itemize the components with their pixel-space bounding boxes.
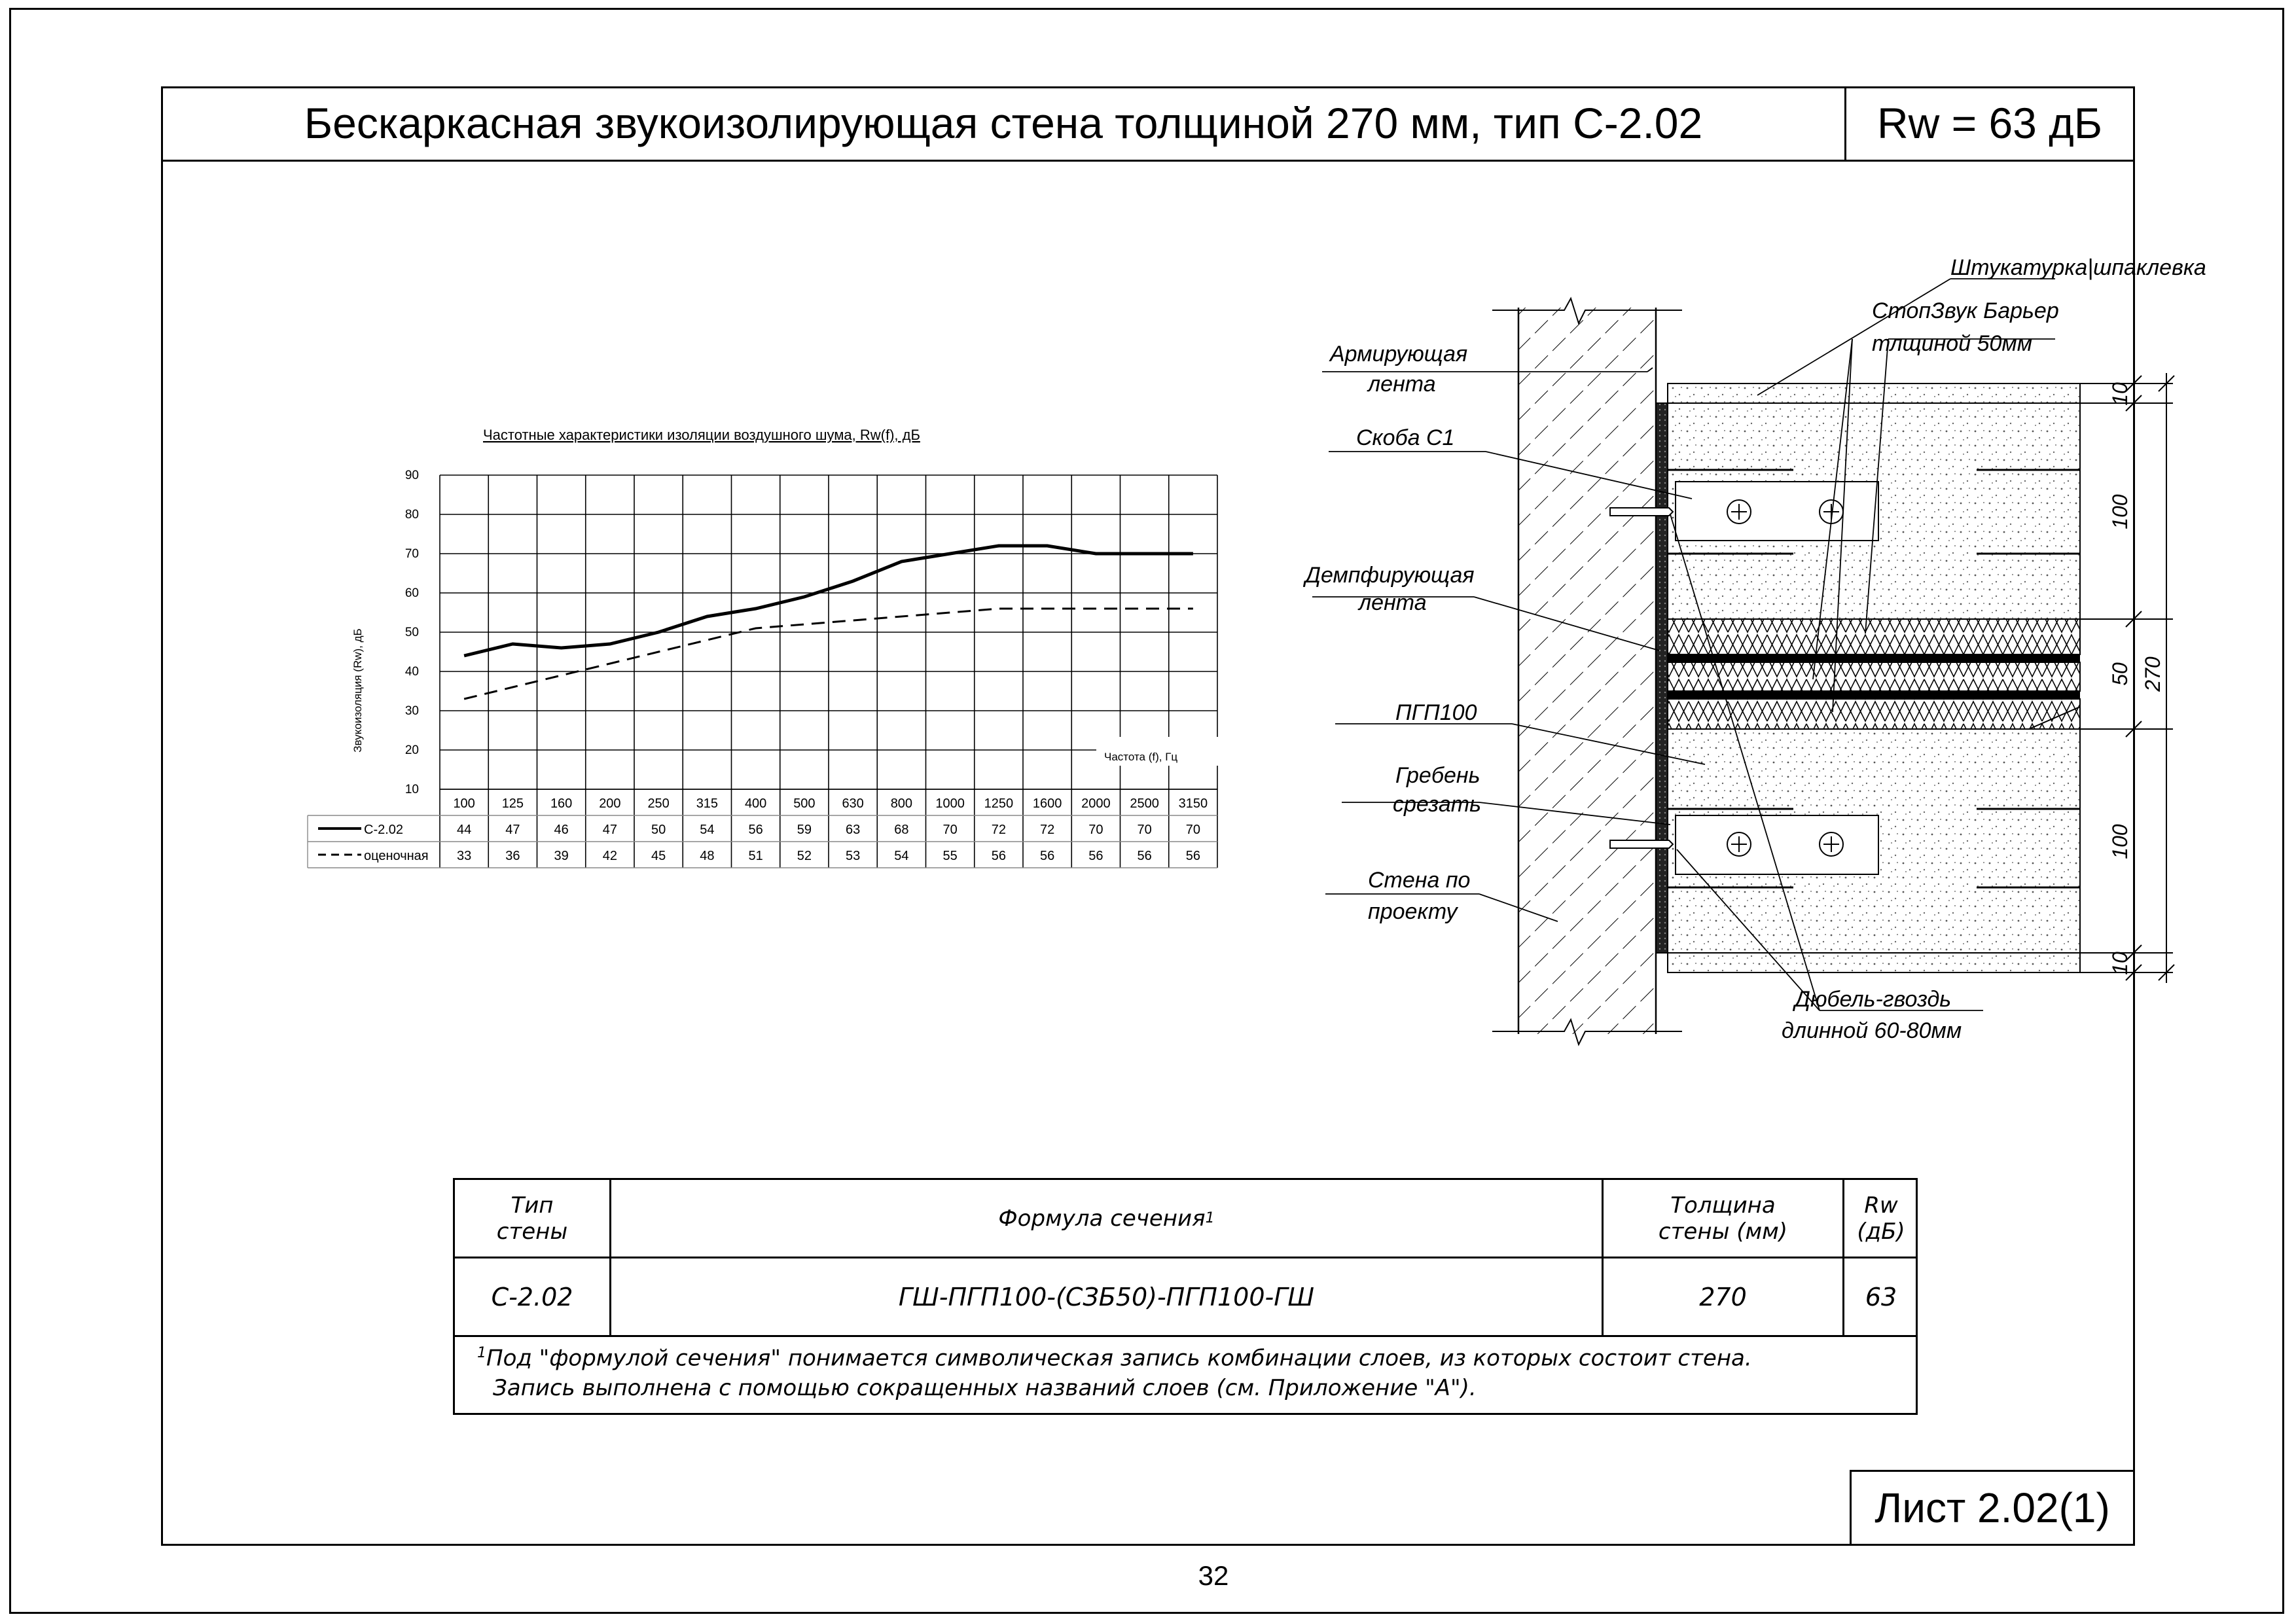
label-barrier-1: СтопЗвук Барьер <box>1872 298 2059 323</box>
data-label: 54 <box>894 849 909 863</box>
plaster-bottom <box>1668 953 2080 972</box>
data-label: 72 <box>1040 823 1055 837</box>
label-reinf-1: Армирующая <box>1330 342 1468 366</box>
footnote-line-2: Запись выполнена с помощью сокращенных названий слоев (см. Приложение "А"). <box>493 1375 1477 1401</box>
label-comb-2: срезать <box>1393 792 1481 817</box>
header-formula: Формула сечения 1 <box>998 1205 1215 1232</box>
label-dowel-2: длинной 60-80мм <box>1782 1018 1962 1043</box>
x-tick-label: 100 <box>453 796 475 811</box>
data-label: 55 <box>942 849 958 863</box>
x-tick-label: 250 <box>647 796 670 811</box>
x-tick-label: 500 <box>793 796 816 811</box>
label-wall-2: проекту <box>1368 899 1458 924</box>
legend-label: оценочная <box>364 849 429 863</box>
plaster-top <box>1668 383 2080 403</box>
y-axis-label: Звукоизоляция (Rw), дБ <box>351 628 364 753</box>
y-tick-label: 30 <box>404 704 419 718</box>
dim-upper: 100 <box>2108 494 2132 529</box>
x-tick-label: 200 <box>599 796 621 811</box>
dim-mid: 50 <box>2108 662 2132 686</box>
y-tick-label: 60 <box>404 586 419 600</box>
data-label: 56 <box>1137 849 1152 863</box>
data-label: 70 <box>1185 823 1200 837</box>
label-wall-1: Стена по <box>1368 868 1471 893</box>
row-thickness: 270 <box>1699 1282 1747 1311</box>
data-label: 63 <box>846 823 861 837</box>
header-divider <box>161 160 2135 162</box>
y-tick-label: 10 <box>404 783 419 796</box>
data-label: 52 <box>797 849 812 863</box>
header-thickness: Толщина стены (мм) <box>1658 1192 1788 1245</box>
data-label: 47 <box>505 823 520 837</box>
data-label: 70 <box>942 823 958 837</box>
data-label: 70 <box>1088 823 1103 837</box>
data-label: 39 <box>554 849 569 863</box>
y-tick-label: 40 <box>404 665 419 679</box>
x-tick-label: 3150 <box>1178 796 1208 811</box>
label-barrier-2: тлщиной 50мм <box>1872 331 2033 356</box>
dim-total: 270 <box>2141 656 2164 692</box>
x-tick-label: 800 <box>890 796 913 811</box>
x-tick-label: 1250 <box>984 796 1014 811</box>
label-comb-1: Гребень <box>1395 763 1480 788</box>
x-tick-label: 1600 <box>1032 796 1062 811</box>
data-label: 46 <box>554 823 569 837</box>
y-tick-labels <box>405 469 419 796</box>
damping-tape <box>1656 403 1668 953</box>
rw-value: Rw = 63 дБ <box>1876 99 2103 147</box>
label-dowel-1: Дюбель-гвоздь <box>1795 987 1952 1012</box>
x-tick-label: 630 <box>842 796 864 811</box>
row-formula: ГШ-ПГП100-(СЗБ50)-ПГП100-ГШ <box>898 1282 1315 1311</box>
chart-title: Частотные характеристики изоляции воздушного шума, Rw(f), дБ <box>483 427 920 443</box>
y-tick-label: 50 <box>404 626 419 639</box>
data-label: 53 <box>846 849 861 863</box>
x-axis-label: Частота (f), Гц <box>1104 751 1178 763</box>
y-tick-label: 80 <box>404 508 419 522</box>
x-tick-label: 2500 <box>1130 796 1159 811</box>
chart-data-table <box>308 789 1217 868</box>
legend-label: С-2.02 <box>364 823 404 837</box>
row-type: С-2.02 <box>491 1282 573 1311</box>
page-title: Бескаркасная звукоизолирующая стена толщиной 270 мм, тип С-2.02 <box>304 99 1703 147</box>
data-label: 72 <box>991 823 1006 837</box>
x-tick-label: 400 <box>744 796 767 811</box>
frequency-chart <box>301 419 1230 877</box>
label-damp-1: Демпфирующая <box>1305 563 1475 588</box>
y-tick-label: 20 <box>404 743 419 757</box>
data-label: 56 <box>1088 849 1103 863</box>
x-tick-label: 315 <box>696 796 719 811</box>
data-label: 51 <box>748 849 763 863</box>
data-label: 56 <box>1185 849 1200 863</box>
data-label: 70 <box>1137 823 1152 837</box>
header-rw: Rw (дБ) <box>1857 1192 1905 1245</box>
data-label: 48 <box>700 849 715 863</box>
y-tick-label: 90 <box>404 469 419 482</box>
footnote-line-1: $^1$Под "формулой сечения" понимается символическая запись комбинации слоев, из которых состоит стена. <box>477 1345 1752 1372</box>
header-type: Тип стены <box>496 1192 568 1245</box>
label-pgp: ПГП100 <box>1395 700 1477 725</box>
data-label: 54 <box>700 823 715 837</box>
data-label: 47 <box>602 823 617 837</box>
existing-wall <box>1492 298 1682 1044</box>
x-tick-label: 1000 <box>935 796 965 811</box>
wall-section-drawing <box>1296 255 2206 1067</box>
data-label: 59 <box>797 823 812 837</box>
x-tick-label: 2000 <box>1081 796 1111 811</box>
label-reinf-2: лента <box>1368 372 1436 397</box>
y-tick-label: 70 <box>404 547 419 561</box>
data-label: 36 <box>505 849 520 863</box>
data-label: 42 <box>602 849 617 863</box>
label-bracket: Скоба С1 <box>1356 425 1455 450</box>
spec-table <box>453 1178 1918 1415</box>
dim-bottom: 10 <box>2108 952 2132 975</box>
row-rw: 63 <box>1865 1282 1897 1311</box>
data-label: 33 <box>457 849 472 863</box>
header-vertical-divider <box>1844 86 1846 161</box>
dim-lower: 100 <box>2108 824 2132 859</box>
data-label: 56 <box>1040 849 1055 863</box>
x-tick-label: 160 <box>550 796 573 811</box>
label-damp-2: лента <box>1359 590 1427 615</box>
data-label: 56 <box>991 849 1006 863</box>
data-label: 68 <box>894 823 909 837</box>
page-number: 32 <box>1198 1560 1229 1591</box>
label-plaster: Штукатурка|шпаклевка <box>1950 255 2206 280</box>
x-tick-label: 125 <box>501 796 524 811</box>
data-label: 50 <box>651 823 666 837</box>
data-label: 56 <box>748 823 763 837</box>
dim-top: 10 <box>2108 382 2132 406</box>
data-label: 45 <box>651 849 666 863</box>
data-label: 44 <box>457 823 472 837</box>
sheet-number: Лист 2.02(1) <box>1850 1470 2135 1546</box>
